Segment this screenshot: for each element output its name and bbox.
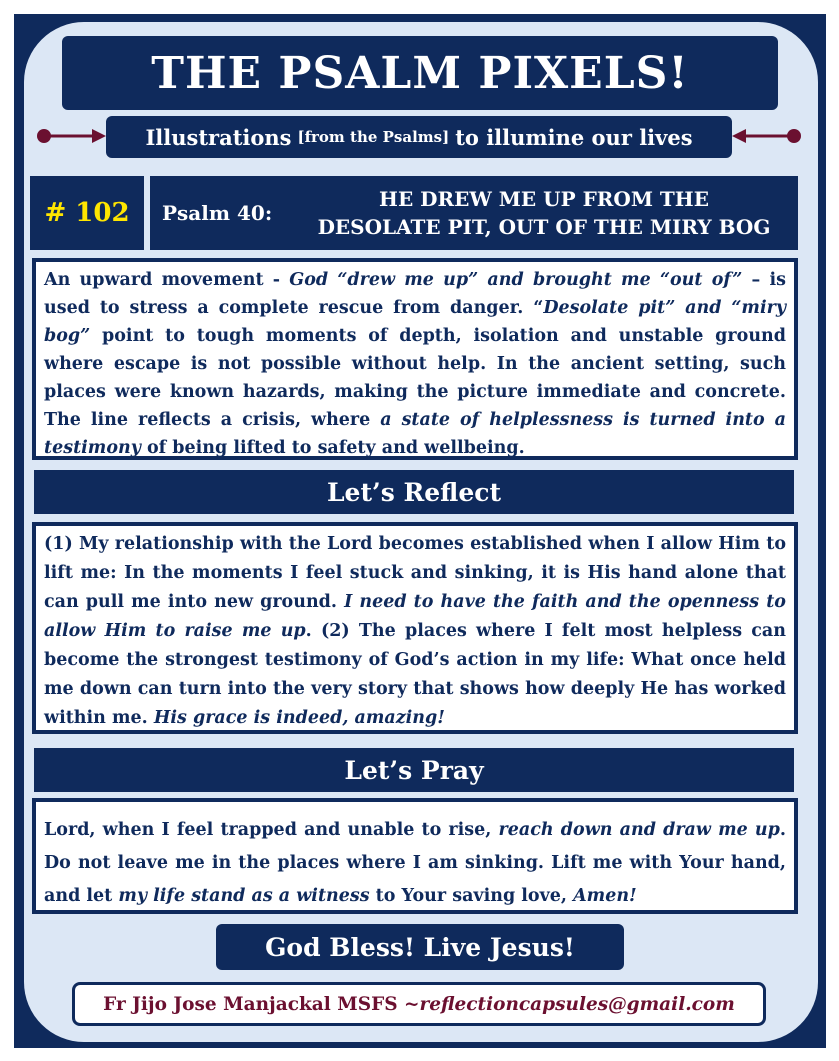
blessing-text: God Bless! Live Jesus! [265,932,575,962]
intro-text-6: a state of helplessness is turned into a testimony [44,410,786,458]
intro-text-2: God “drew me up” and brought me “out of” [289,270,743,290]
reflect-paragraph [32,522,798,734]
prayer-paragraph [32,798,798,914]
psalm-heading [300,185,788,241]
subtitle-main: Illustrations [145,124,292,150]
reflect-section-header [34,470,794,514]
psalm-reference: Psalm 40: [162,201,273,225]
pray-text-1: Lord, when I feel trapped and unable to rise, [44,820,499,840]
entry-number: # 102 [44,198,130,228]
intro-text-3: – is used to stress a complete rescue from danger. “ [44,270,786,318]
arrow-left-icon [730,124,802,148]
entry-number-badge [30,176,144,250]
reflect-text-3: . (2) The places where I felt most helpless can become the strongest testimony of God’s action in my life: What once held me down can turn into the very story that shows how deeply He has worked within me. [44,621,786,728]
reflect-text-1: (1) My relationship with the Lord becomes established when I allow Him to lift me: In the moments I feel stuck and sinking, it is His hand alone that can pull me into new ground. [44,534,786,612]
pray-text-2: reach down and draw me up [498,820,780,840]
intro-paragraph [32,258,798,460]
psalm-heading-line2: DESOLATE PIT, OUT OF THE MIRY BOG [317,215,771,239]
pray-section-header [34,748,794,792]
author-footer [72,982,766,1026]
intro-text-7: of being lifted to safety and wellbeing. [140,438,525,458]
page-title: THE PSALM PIXELS! [151,47,689,99]
reflect-text-2: I need to have the faith and the openness to allow Him to raise me up [44,592,786,641]
author-name: Fr Jijo Jose Manjackal MSFS ~ [103,993,420,1015]
intro-text-4: Desolate pit” and “miry bog” [44,298,786,346]
reflect-title: Let’s Reflect [326,477,502,507]
pray-text-6: Amen! [573,886,637,906]
pray-title: Let’s Pray [344,755,484,785]
title-banner [62,36,778,110]
pray-text-4: my life stand as a witness [118,886,370,906]
intro-text-1: An upward movement - [44,270,290,290]
pray-text-3: . Do not leave me in the places where I am sinking. Lift me with Your hand, and let [44,820,786,906]
subtitle-banner [106,116,732,158]
subtitle-end: to illumine our lives [455,124,693,150]
arrow-right-icon [36,124,108,148]
blessing-banner [216,924,624,970]
reflect-text-4: His grace is indeed, amazing! [153,708,445,728]
psalm-heading-line1: HE DREW ME UP FROM THE [379,187,709,211]
subtitle-bracket: [from the Psalms] [297,128,450,146]
intro-text-5: point to tough moments of depth, isolation and unstable ground where escape is not possible without help. In the ancient setting, such places were known hazards, making the picture immediate and concrete. The line reflects a crisis, where [44,326,786,430]
pray-text-5: to Your saving love, [369,886,574,906]
author-email[interactable]: reflectioncapsules@gmail.com [419,993,735,1015]
psalm-header [150,176,798,250]
